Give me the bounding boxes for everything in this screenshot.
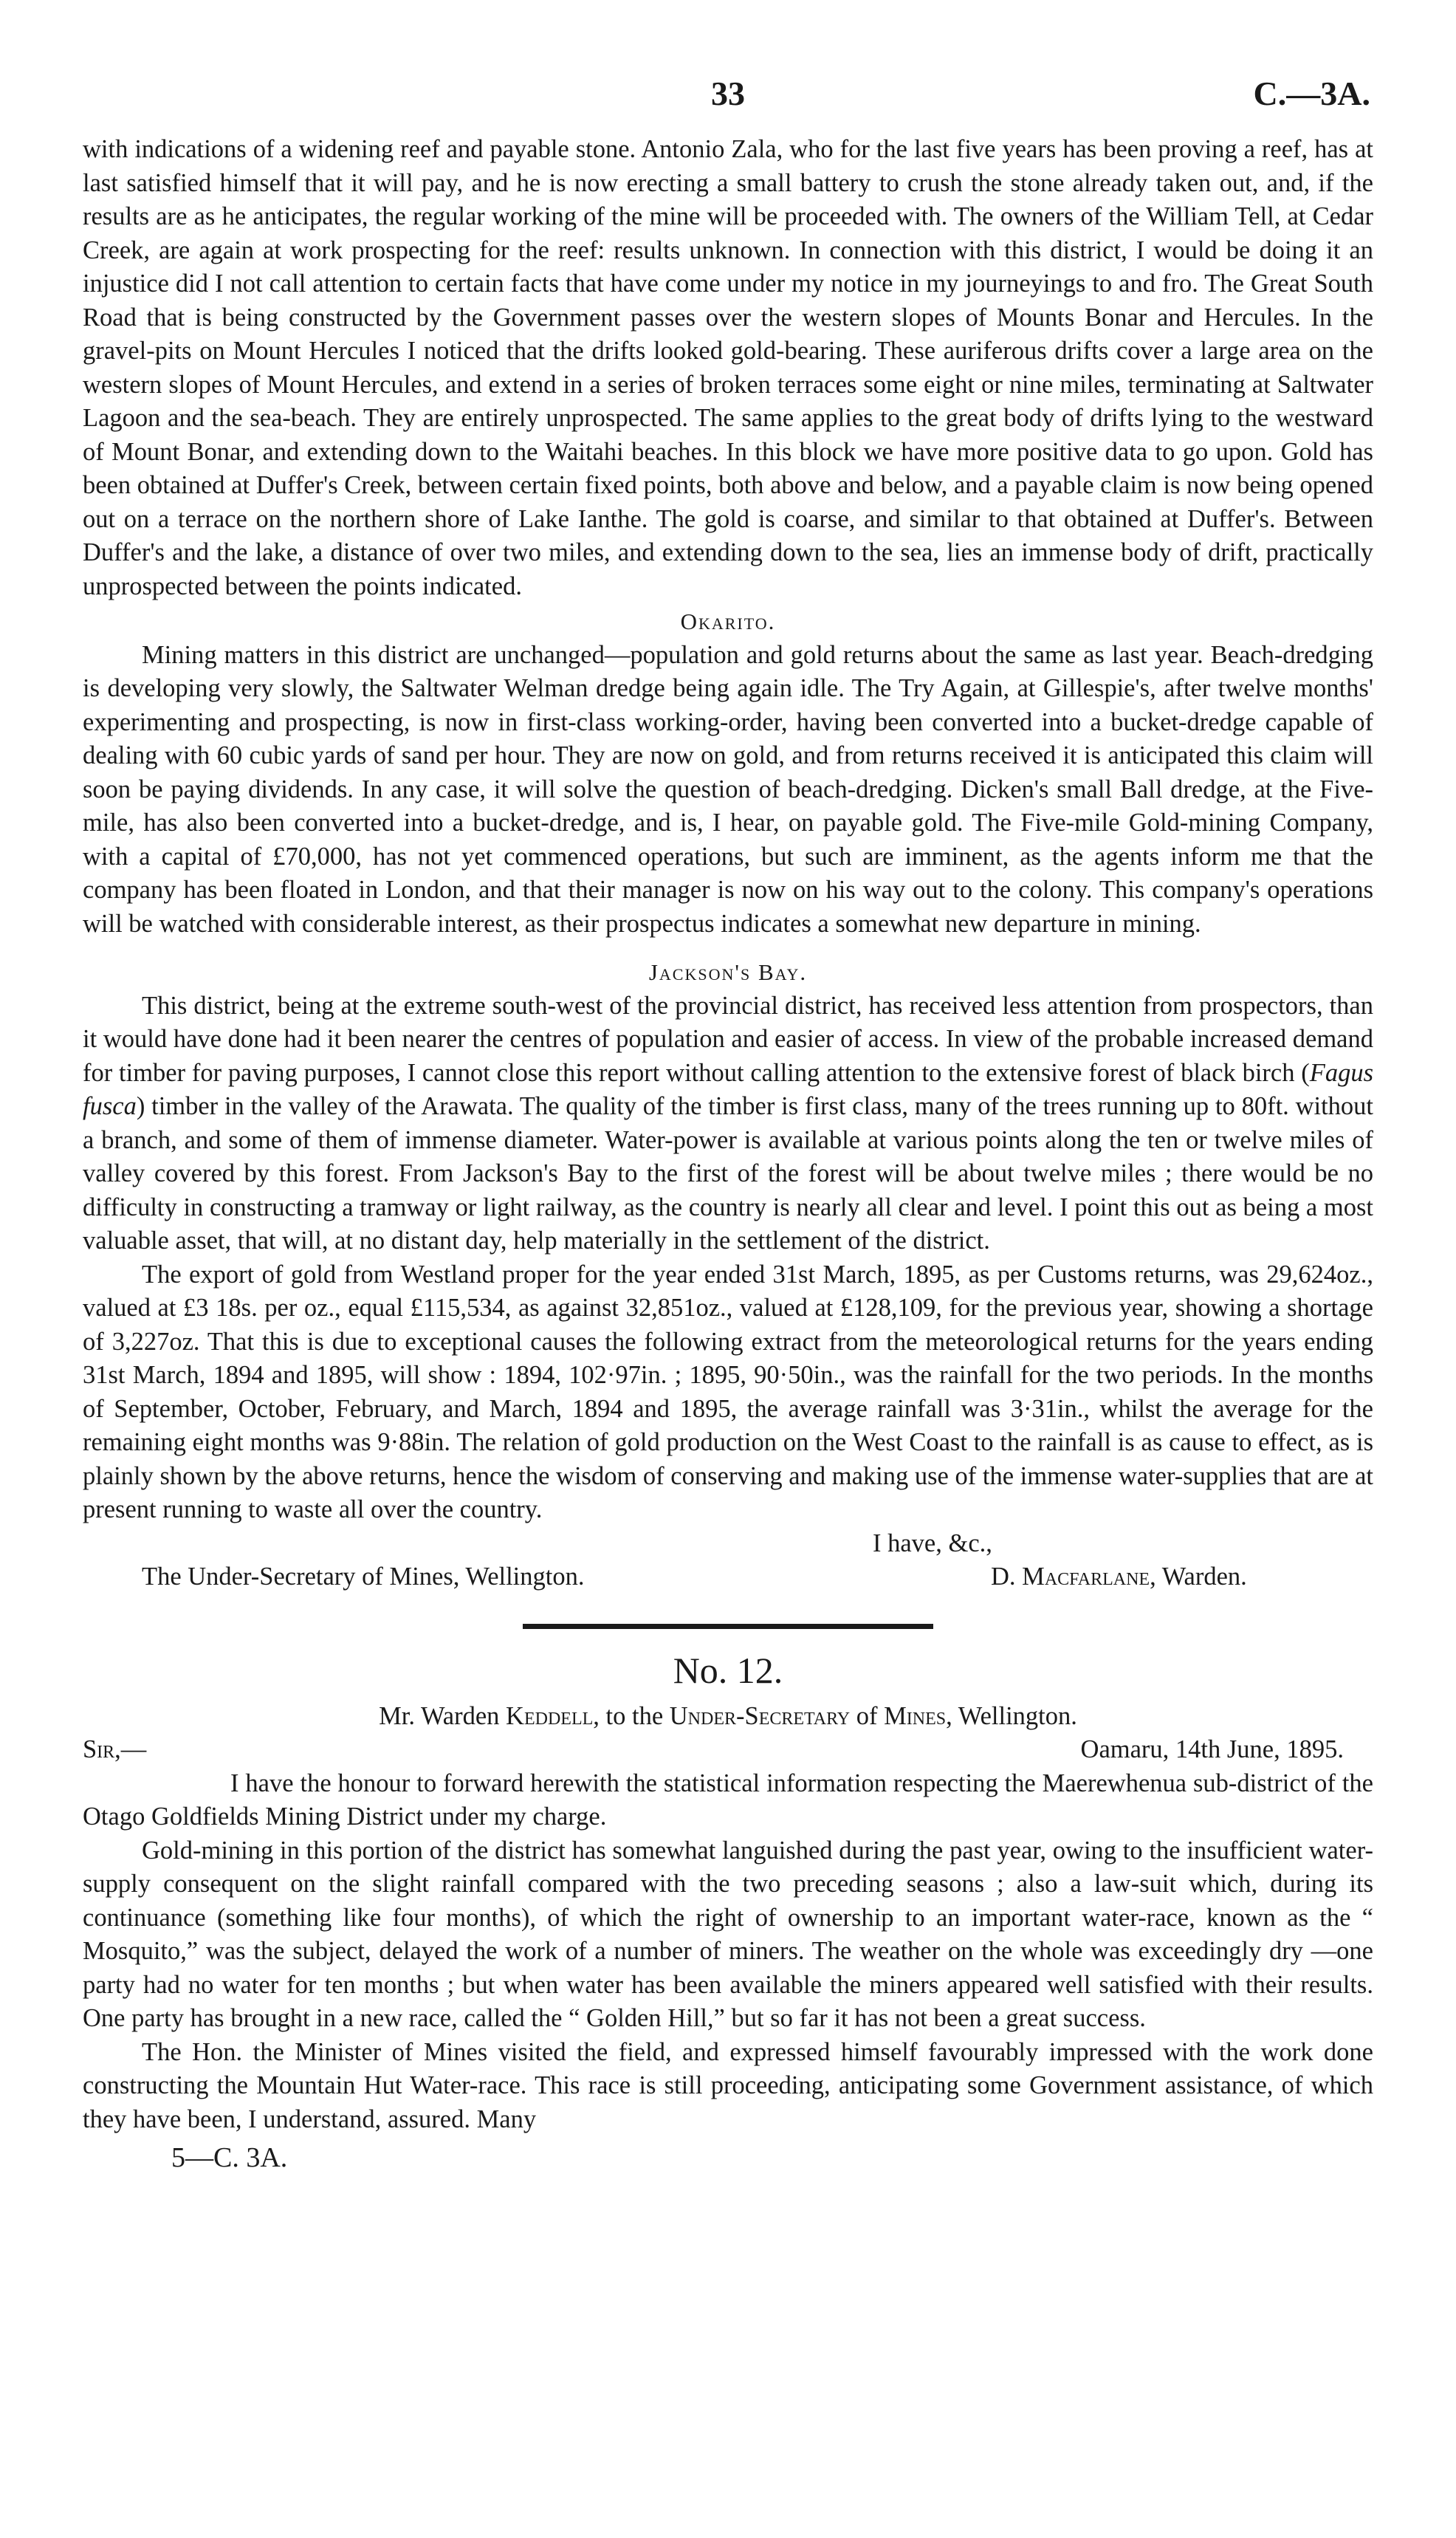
addressee: The Under-Secretary of Mines, Wellington. [142, 1563, 585, 1591]
closing-formula: I have, &c., [873, 1529, 992, 1557]
no12-paragraph-3: The Hon. the Minister of Mines visited the field, and expressed himself favourably impressed with the work done constructing the Mountain Hut Water-race. This race is still proceeding, anticipating some Government assistance, of which they have been, I understand, assured. Many [83, 2037, 1373, 2133]
signature-title: Warden. [1161, 1563, 1247, 1591]
section-heading-jacksons-bay: Jackson's Bay. [648, 959, 808, 985]
no12-paragraph-2: Gold-mining in this portion of the district has somewhat languished during the past year, owing to the insufficient water-supply consequent on the slight rainfall compared with the two preceding seasons ; also a law-suit which, during its continuance (something like four months), of which the right of ownership to an important water-race, known as the “ Mosquito,” was the subject, delayed the work of a number of miners. The weather on the whole was exceedingly dry —one party had no water for ten months ; but when water has been available the miners appeared well satisfied with their results. One party has brought in a new race, called the “ Golden Hill,” but so far it has not been a great success. [83, 1836, 1373, 2032]
jacksons-bay-paragraph [83, 990, 1373, 1258]
title-of: of [856, 1701, 878, 1730]
document-title [83, 1700, 1373, 1734]
salutation: Sir,— [83, 1735, 147, 1763]
document-reference: C.—3A. [1253, 75, 1370, 112]
page-header [83, 74, 1373, 133]
section-divider [523, 1624, 933, 1629]
closing-spacer [83, 1527, 873, 1561]
signature [991, 1560, 1247, 1594]
salutation-line [83, 1733, 1373, 1767]
signature-mark: 5—C. 3A. [171, 2142, 288, 2173]
species-name: Fagus fusca [83, 1058, 1373, 1120]
page-number: 33 [711, 75, 745, 112]
recipient-title: Under-Secretary [669, 1701, 851, 1730]
addressee-line [83, 1560, 1373, 1594]
jacksons-bay-text-2: ) timber in the valley of the Arawata. The quality of the timber is first class, many of the trees running up to 80ft. without a branch, and some of them of immense diameter. Water-power is available at various points along the ten or twelve miles of valley covered by this forest. From Jackson's Bay to the first of the forest will be about twelve miles ; there would be no difficulty in constructing a tramway or light railway, as the country is nearly all clear and level. I point this out as being a most valuable asset, that will, at no distant day, help materially in the settlement of the district. [83, 1092, 1373, 1255]
signature-name: D. Macfarlane, [991, 1563, 1156, 1591]
place-date: Oamaru, 14th June, 1895. [1080, 1735, 1344, 1763]
title-place: Wellington. [958, 1701, 1077, 1730]
section-heading-okarito: Okarito. [680, 608, 776, 634]
document-number: No. 12. [673, 1649, 783, 1691]
warden-name: Keddell, [506, 1701, 600, 1730]
no12-paragraph-1: I have the honour to forward herewith the statistical information respecting the Maerewhenua sub-district of the Otago Goldfields Mining District under my charge. [83, 1769, 1373, 1831]
continued-paragraph: with indications of a widening reef and payable stone. Antonio Zala, who for the last five years has been proving a reef, has at last satisfied himself that it will pay, and he is now erecting a small battery to crush the stone already taken out, and, if the results are as he anticipates, the regular working of the mine will be proceeded with. The owners of the William Tell, at Cedar Creek, are again at work prospecting for the reef: results unknown. In connection with this district, I would be doing it an injustice did I not call attention to certain facts that have come under my notice in my journeyings to and fro. The Great South Road that is being constructed by the Government passes over the western slopes of Mounts Bonar and Hercules. In the gravel-pits on Mount Hercules I noticed that the drifts looked gold-bearing. These auriferous drifts cover a large area on the western slopes of Mount Hercules, and extend in a series of broken terraces some eight or nine miles, terminating at Saltwater Lagoon and the sea-beach. They are entirely unprospected. The same applies to the great body of drifts lying to the westward of Mount Bonar, and extending down to the Waitahi beaches. In this block we have more positive data to go upon. Gold has been obtained at Duffer's Creek, between certain fixed points, both above and below, and a payable claim is now being opened out on a terrace on the northern shore of Lake Ianthe. The gold is coarse, and similar to that obtained at Duffer's. Between Duffer's and the lake, a distance of over two miles, and extending down to the sea, lies an immense body of drift, practically unprospected between the points indicated. [83, 135, 1373, 600]
jacksons-bay-text-1: This district, being at the extreme south-west of the provincial district, has received less attention from prospectors, than it would have done had it been nearer the centres of population and easier of access. In view of the probable increased demand for timber for paving purposes, I cannot close this report without calling attention to the extensive forest of black birch ( [83, 991, 1373, 1087]
okarito-paragraph: Mining matters in this district are unchanged—population and gold returns about the same as last year. Beach-dredging is developing very slowly, the Saltwater Welman dredge being again idle. The Try Again, at Gillespie's, after twelve months' experimenting and prospecting, is now in first-class working-order, having been converted into a bucket-dredge capable of dealing with 60 cubic yards of sand per hour. They are now on gold, and from returns received it is anticipated this claim will soon be paying dividends. In any case, it will solve the question of beach-dredging. Dicken's small Ball dredge, at the Five-mile, has also been converted into a bucket-dredge, and is, I hear, on payable gold. The Five-mile Gold-mining Company, with a capital of £70,000, has not yet commenced operations, but such are imminent, as the agents inform me that the company has been floated in London, and that their manager is now on his way out to the colony. This company's operations will be watched with considerable interest, as their prospectus indicates a somewhat new departure in mining. [83, 640, 1373, 938]
document-page [83, 74, 1373, 2175]
gold-export-paragraph: The export of gold from Westland proper for the year ended 31st March, 1895, as per Customs returns, was 29,624oz., valued at £3 18s. per oz., equal £115,534, as against 32,851oz., valued at £128,109, for the previous year, showing a shortage of 3,227oz. That this is due to exceptional causes the following extract from the meteorological returns for the years ending 31st March, 1894 and 1895, will show : 1894, 102·97in. ; 1895, 90·50in., was the rainfall for the two periods. In the months of September, October, February, and March, 1894 and 1895, the average rainfall was 3·31in., whilst the average for the remaining eight months was 9·88in. The relation of gold production on the West Coast to the rainfall is as cause to effect, as is plainly shown by the above returns, hence the wisdom of conserving and making use of the immense water-supplies that are at present running to waste all over the country. [83, 1260, 1373, 1523]
closing-line [83, 1527, 1373, 1561]
title-prefix: Mr. Warden [379, 1701, 500, 1730]
title-mines: Mines, [884, 1701, 952, 1730]
title-mid: to the [605, 1701, 664, 1730]
